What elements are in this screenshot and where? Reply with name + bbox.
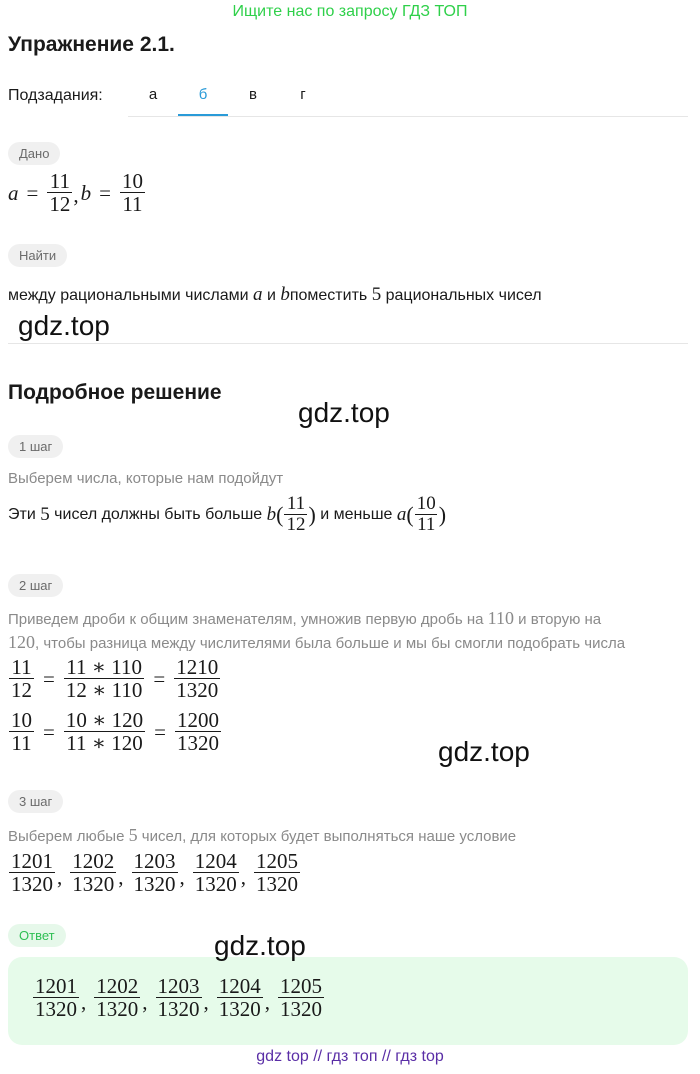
find-text-2: поместить bbox=[289, 287, 372, 304]
section-divider bbox=[8, 343, 688, 344]
step1-text-3: и меньше bbox=[320, 505, 393, 523]
denominator: 1320 bbox=[194, 872, 237, 897]
given-formula bbox=[8, 170, 146, 216]
comma: , bbox=[73, 183, 79, 208]
step2-text-1: Приведем дроби к общим знаменателям, умножив первую дробь на bbox=[8, 611, 488, 628]
fraction bbox=[278, 975, 324, 1021]
right-paren: ) bbox=[438, 501, 447, 527]
denominator: 1320 bbox=[157, 997, 200, 1022]
find-text-1: между рациональными числами bbox=[8, 287, 254, 304]
step3-text-1: Выберем любые bbox=[8, 828, 129, 845]
step2-description-line1 bbox=[8, 608, 601, 629]
fraction bbox=[156, 975, 202, 1021]
tab-v[interactable]: в bbox=[249, 86, 257, 103]
step2-equation-2 bbox=[8, 709, 222, 755]
equals-sign: = bbox=[43, 719, 55, 744]
denominator: 11 bbox=[122, 192, 143, 217]
numerator: 1201 bbox=[11, 849, 53, 873]
denominator: 12 ∗ 110 bbox=[65, 678, 143, 703]
comma: , bbox=[142, 990, 148, 1015]
numerator: 11 bbox=[286, 493, 306, 514]
denominator: 1320 bbox=[96, 997, 139, 1022]
equals-sign: = bbox=[26, 180, 39, 205]
comma: , bbox=[179, 865, 185, 890]
fraction bbox=[9, 850, 55, 896]
fraction bbox=[33, 975, 79, 1021]
equals-sign: = bbox=[153, 666, 166, 691]
denominator: 1320 bbox=[133, 872, 176, 897]
footer-links[interactable]: gdz top // гдз топ // гдз top bbox=[256, 1048, 444, 1065]
left-paren: ( bbox=[276, 501, 284, 527]
step2-description-line2 bbox=[8, 632, 625, 653]
num-five: 5 bbox=[128, 825, 138, 845]
step2-text-2: и вторую на bbox=[514, 611, 602, 628]
watermark: gdz.top bbox=[438, 736, 530, 767]
denominator: 1320 bbox=[218, 997, 261, 1022]
tab-g[interactable]: г bbox=[300, 86, 306, 103]
num-110: 110 bbox=[487, 608, 515, 628]
var-b: b bbox=[266, 503, 277, 525]
numerator: 11 ∗ 110 bbox=[66, 655, 142, 679]
promo-banner[interactable]: Ищите нас по запросу ГДЗ ТОП bbox=[232, 3, 468, 20]
numerator: 10 bbox=[121, 169, 143, 193]
equals-sign: = bbox=[43, 666, 55, 691]
num-five: 5 bbox=[40, 503, 50, 525]
numerator: 10 ∗ 120 bbox=[65, 708, 144, 732]
subtasks-label: Подзадания: bbox=[8, 87, 103, 104]
step1-description: Выберем числа, которые нам подойдут bbox=[8, 470, 284, 487]
tab-b[interactable]: б bbox=[178, 76, 228, 116]
step2-text-3: , чтобы разница между числителями была больше и мы бы смогли подобрать числа bbox=[35, 635, 626, 652]
left-paren: ( bbox=[406, 501, 414, 527]
comma: , bbox=[203, 990, 209, 1015]
var-b: b bbox=[80, 180, 92, 205]
denominator: 12 bbox=[49, 192, 71, 217]
tabs-divider bbox=[128, 116, 688, 117]
fraction bbox=[9, 709, 34, 755]
subtask-tabs bbox=[128, 76, 328, 116]
comma: , bbox=[264, 990, 270, 1015]
fraction bbox=[64, 656, 145, 702]
numerator: 1202 bbox=[72, 849, 115, 873]
numerator: 1205 bbox=[256, 849, 298, 873]
fraction bbox=[193, 850, 239, 896]
denominator: 11 ∗ 120 bbox=[66, 731, 143, 756]
denominator: 1320 bbox=[35, 997, 77, 1022]
answer-fraction-list bbox=[32, 975, 325, 1021]
numerator: 1203 bbox=[157, 974, 200, 998]
find-text bbox=[8, 284, 542, 306]
step1-chip: 1 шаг bbox=[8, 435, 63, 458]
fraction-b bbox=[120, 170, 145, 216]
step1-text-1: Эти bbox=[8, 505, 36, 523]
denominator: 1320 bbox=[72, 872, 115, 897]
step3-chip: 3 шаг bbox=[8, 790, 63, 813]
equals-sign: = bbox=[154, 719, 166, 744]
fraction bbox=[254, 850, 300, 896]
watermark: gdz.top bbox=[214, 930, 306, 961]
fraction-a bbox=[47, 170, 72, 216]
fraction-b bbox=[284, 494, 307, 536]
given-chip: Дано bbox=[8, 142, 60, 165]
fraction bbox=[64, 709, 145, 755]
step3-fraction-list bbox=[8, 850, 301, 896]
page-title: Упражнение 2.1. bbox=[8, 33, 175, 56]
equals-sign: = bbox=[99, 180, 111, 205]
find-text-3: рациональных чисел bbox=[381, 287, 542, 304]
comma: , bbox=[240, 865, 246, 890]
denominator: 1320 bbox=[280, 997, 322, 1022]
step1-text-2: чисел должны быть больше bbox=[54, 505, 263, 523]
fraction bbox=[174, 656, 220, 702]
step3-description bbox=[8, 825, 516, 846]
var-a: a bbox=[8, 180, 19, 205]
var-b: b bbox=[280, 284, 290, 305]
numerator: 1202 bbox=[96, 974, 139, 998]
denominator: 12 bbox=[286, 513, 306, 535]
denominator: 1320 bbox=[11, 872, 53, 897]
numerator: 1210 bbox=[176, 655, 219, 679]
answer-chip: Ответ bbox=[8, 924, 66, 947]
numerator: 1200 bbox=[176, 708, 219, 732]
numerator: 10 bbox=[416, 493, 436, 514]
denominator: 1320 bbox=[256, 872, 298, 897]
denominator: 11 bbox=[11, 731, 32, 756]
var-a: a bbox=[396, 503, 407, 525]
comma: , bbox=[81, 990, 87, 1015]
step3-text-2: чисел, для которых будет выполняться наше условие bbox=[137, 828, 517, 845]
denominator: 1320 bbox=[176, 678, 219, 703]
comma: , bbox=[118, 865, 124, 890]
fraction bbox=[175, 709, 221, 755]
fraction bbox=[94, 975, 140, 1021]
solution-title: Подробное решение bbox=[8, 381, 222, 404]
denominator: 12 bbox=[11, 678, 32, 703]
numerator: 11 bbox=[11, 655, 32, 679]
right-paren: ) bbox=[308, 501, 316, 527]
numerator: 1204 bbox=[194, 849, 237, 873]
num-five: 5 bbox=[371, 284, 382, 305]
denominator: 11 bbox=[417, 513, 436, 535]
find-chip: Найти bbox=[8, 244, 67, 267]
fraction bbox=[217, 975, 263, 1021]
fraction bbox=[70, 850, 116, 896]
numerator: 1201 bbox=[35, 974, 77, 998]
watermark: gdz.top bbox=[18, 310, 110, 341]
find-and: и bbox=[262, 287, 281, 304]
var-a: a bbox=[253, 284, 263, 305]
comma: , bbox=[57, 865, 63, 890]
step2-equation-1 bbox=[8, 656, 221, 702]
denominator: 1320 bbox=[176, 731, 219, 756]
numerator: 1203 bbox=[133, 849, 176, 873]
numerator: 10 bbox=[11, 708, 32, 732]
tab-a[interactable]: а bbox=[148, 86, 158, 103]
numerator: 1204 bbox=[218, 974, 261, 998]
fraction-a bbox=[415, 494, 438, 536]
fraction bbox=[9, 656, 34, 702]
step2-chip: 2 шаг bbox=[8, 574, 63, 597]
step1-statement bbox=[8, 494, 446, 536]
numerator: 11 bbox=[49, 169, 70, 193]
fraction bbox=[132, 850, 178, 896]
numerator: 1205 bbox=[280, 974, 322, 998]
num-120: 120 bbox=[8, 632, 35, 652]
watermark: gdz.top bbox=[298, 397, 390, 428]
